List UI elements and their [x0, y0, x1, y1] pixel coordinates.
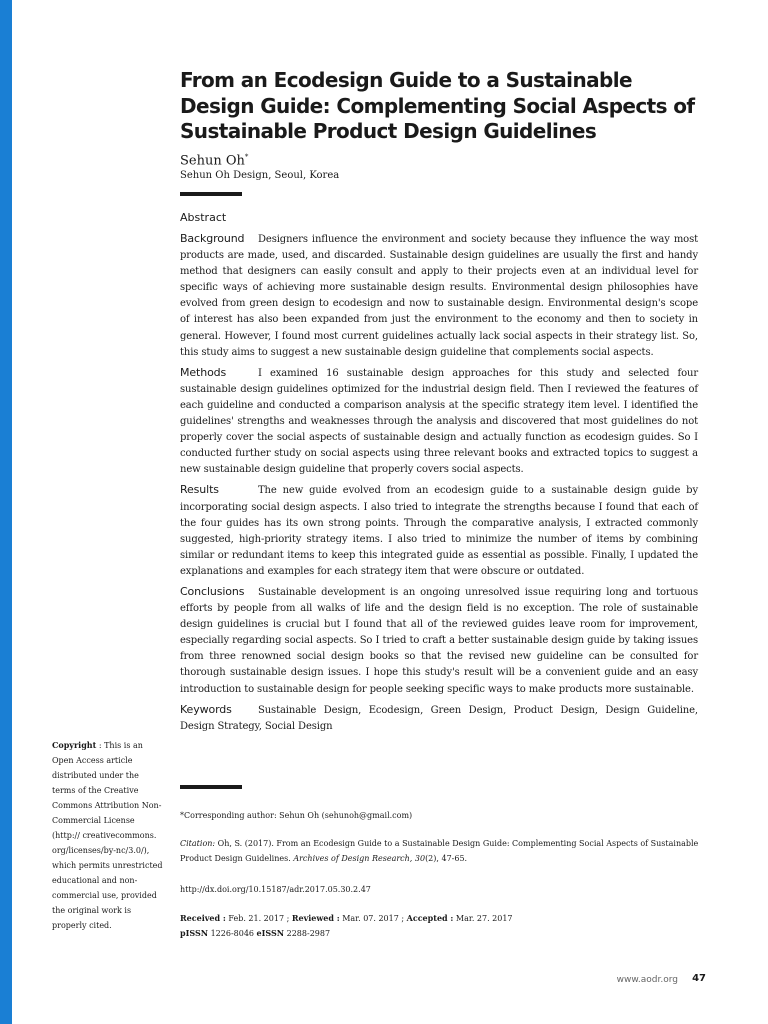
- pissn-value: 1226-8046: [210, 929, 254, 938]
- section-text-conclusions: Sustainable development is an ongoing unresolved issue requiring long and tortuous efforts by people from all walks of life and the design field is no exception. The role of sustainable design guidelines is crucial but I found that all of the reviewed guides leave room for improvement, especially regarding social aspects. So I tried to craft a better sustainable design guide by taking issues from three renowned social design books so that the revised new guideline can be consulted for thorough sustainable design issues. I hope this study's result will be a convenient guide and an easy introduction to sustainable design for people seeking specific ways to make products more sustainable.: [180, 586, 698, 695]
- section-text-methods: I examined 16 sustainable design approaches for this study and selected four sustainable design guidelines optimized for the industrial design field. Then I reviewed the features of each guideline and conducted a comparison analysis at the specific strategy item level. I identified the guidelines' strengths and weaknesses through the analysis and discovered that most guidelines do not properly cover the social aspects of sustainable design and actually function as ecodesign guides. So I conducted further study on social aspects using three relevant books and extracted topics to suggest a new sustainable design guideline that properly covers social aspects.: [180, 367, 698, 476]
- author-line: [180, 148, 248, 170]
- corresponding-mark: *: [244, 153, 249, 161]
- doi-link[interactable]: http://dx.doi.org/10.15187/adr.2017.05.30.2.47: [180, 885, 371, 894]
- author-name: Sehun Oh: [180, 153, 245, 169]
- copyright-label: Copyright: [52, 740, 97, 750]
- citation-issue: (2), 47-65.: [425, 854, 468, 863]
- abstract-background: [180, 231, 698, 361]
- section-label-conclusions: Conclusions: [180, 584, 245, 598]
- abstract-keywords: [180, 702, 698, 735]
- divider-rule: [180, 192, 242, 196]
- section-text-keywords: Sustainable Design, Ecodesign, Green Design, Product Design, Design Guideline, Design Strategy, Social Design: [180, 704, 698, 732]
- reviewed-label: Reviewed :: [291, 913, 340, 923]
- citation-label: Citation:: [180, 839, 216, 848]
- eissn-value: 2288-2987: [286, 929, 331, 938]
- citation-journal: Archives of Design Research, 30: [293, 854, 426, 863]
- citation-text: Oh, S. (2017). From an Ecodesign Guide to a Sustainable Design Guide: Complementing Social Aspects of Sustainable Product Design Guidelines.: [180, 839, 699, 863]
- accepted-date: Mar. 27. 2017: [455, 914, 513, 923]
- pissn-label: pISSN: [180, 928, 209, 938]
- author-affiliation: Sehun Oh Design, Seoul, Korea: [180, 170, 340, 181]
- section-text-background: Designers influence the environment and society because they influence the way most products are made, used, and discarded. Sustainable design guidelines are usually the first and handy method that designers can easily consult and apply to their projects even at an individual level for specific ways of achieving more sustainable design results. Environmental design philosophies have evolved from green design to ecodesign and now to sustainable design. Environmental design's scope of interest has also been expanded from just the environment to the economy and then to society in general. However, I found most current guidelines actually lack social aspects in their strategy list. So, this study aims to suggest a new sustainable design guideline that complements social aspects.: [180, 234, 698, 358]
- journal-url[interactable]: www.aodr.org: [616, 975, 678, 985]
- received-date: Feb. 21. 2017 ;: [228, 914, 290, 923]
- eissn-label: eISSN: [256, 928, 285, 938]
- reviewed-date: Mar. 07. 2017 ;: [342, 914, 405, 923]
- article-title: From an Ecodesign Guide to a Sustainable Design Guide: Complementing Social Aspects of Sustainable Product Design Guidelines: [180, 68, 695, 143]
- section-label-methods: Methods: [180, 365, 227, 379]
- section-label-results: Results: [180, 483, 219, 497]
- abstract-body: [180, 231, 698, 739]
- abstract-methods: [180, 365, 698, 479]
- journal-accent-bar: [0, 0, 12, 1024]
- abstract-heading: Abstract: [180, 211, 227, 224]
- footnote-divider-rule: [180, 785, 242, 789]
- abstract-results: [180, 482, 698, 580]
- accepted-label: Accepted :: [406, 913, 454, 923]
- publication-dates: [180, 911, 700, 926]
- section-label-background: Background: [180, 232, 245, 245]
- citation-note: [180, 836, 700, 866]
- corresponding-author-note: *Corresponding author: Sehun Oh (sehunoh@gmail.com): [180, 811, 413, 820]
- copyright-text: : This is an Open Access article distributed under the terms of the Creative Commons Attribution Non-Commercial License (http:// creativecommons. org/licenses/by-nc/3.0/), which permits unrestricted educational and non-commercial use, provided the original work is properly cited.: [52, 741, 163, 930]
- section-label-keywords: Keywords: [180, 702, 232, 716]
- issn-line: [180, 926, 700, 941]
- page-number: 47: [692, 973, 706, 984]
- abstract-conclusions: [180, 584, 698, 698]
- section-text-results: The new guide evolved from an ecodesign guide to a sustainable design guide by incorporating social design aspects. I also tried to integrate the strengths because I found that each of the four guides has its own strong points. Through the comparative analysis, I extracted commonly suggested, high-priority strategy items. I also tried to minimize the number of items by combining similar or redundant items to keep this integrated guide as essential as possible. Finally, I updated the explanations and examples for each strategy item that were obscure or outdated.: [180, 485, 698, 577]
- copyright-notice: [52, 738, 164, 933]
- received-label: Received :: [180, 913, 226, 923]
